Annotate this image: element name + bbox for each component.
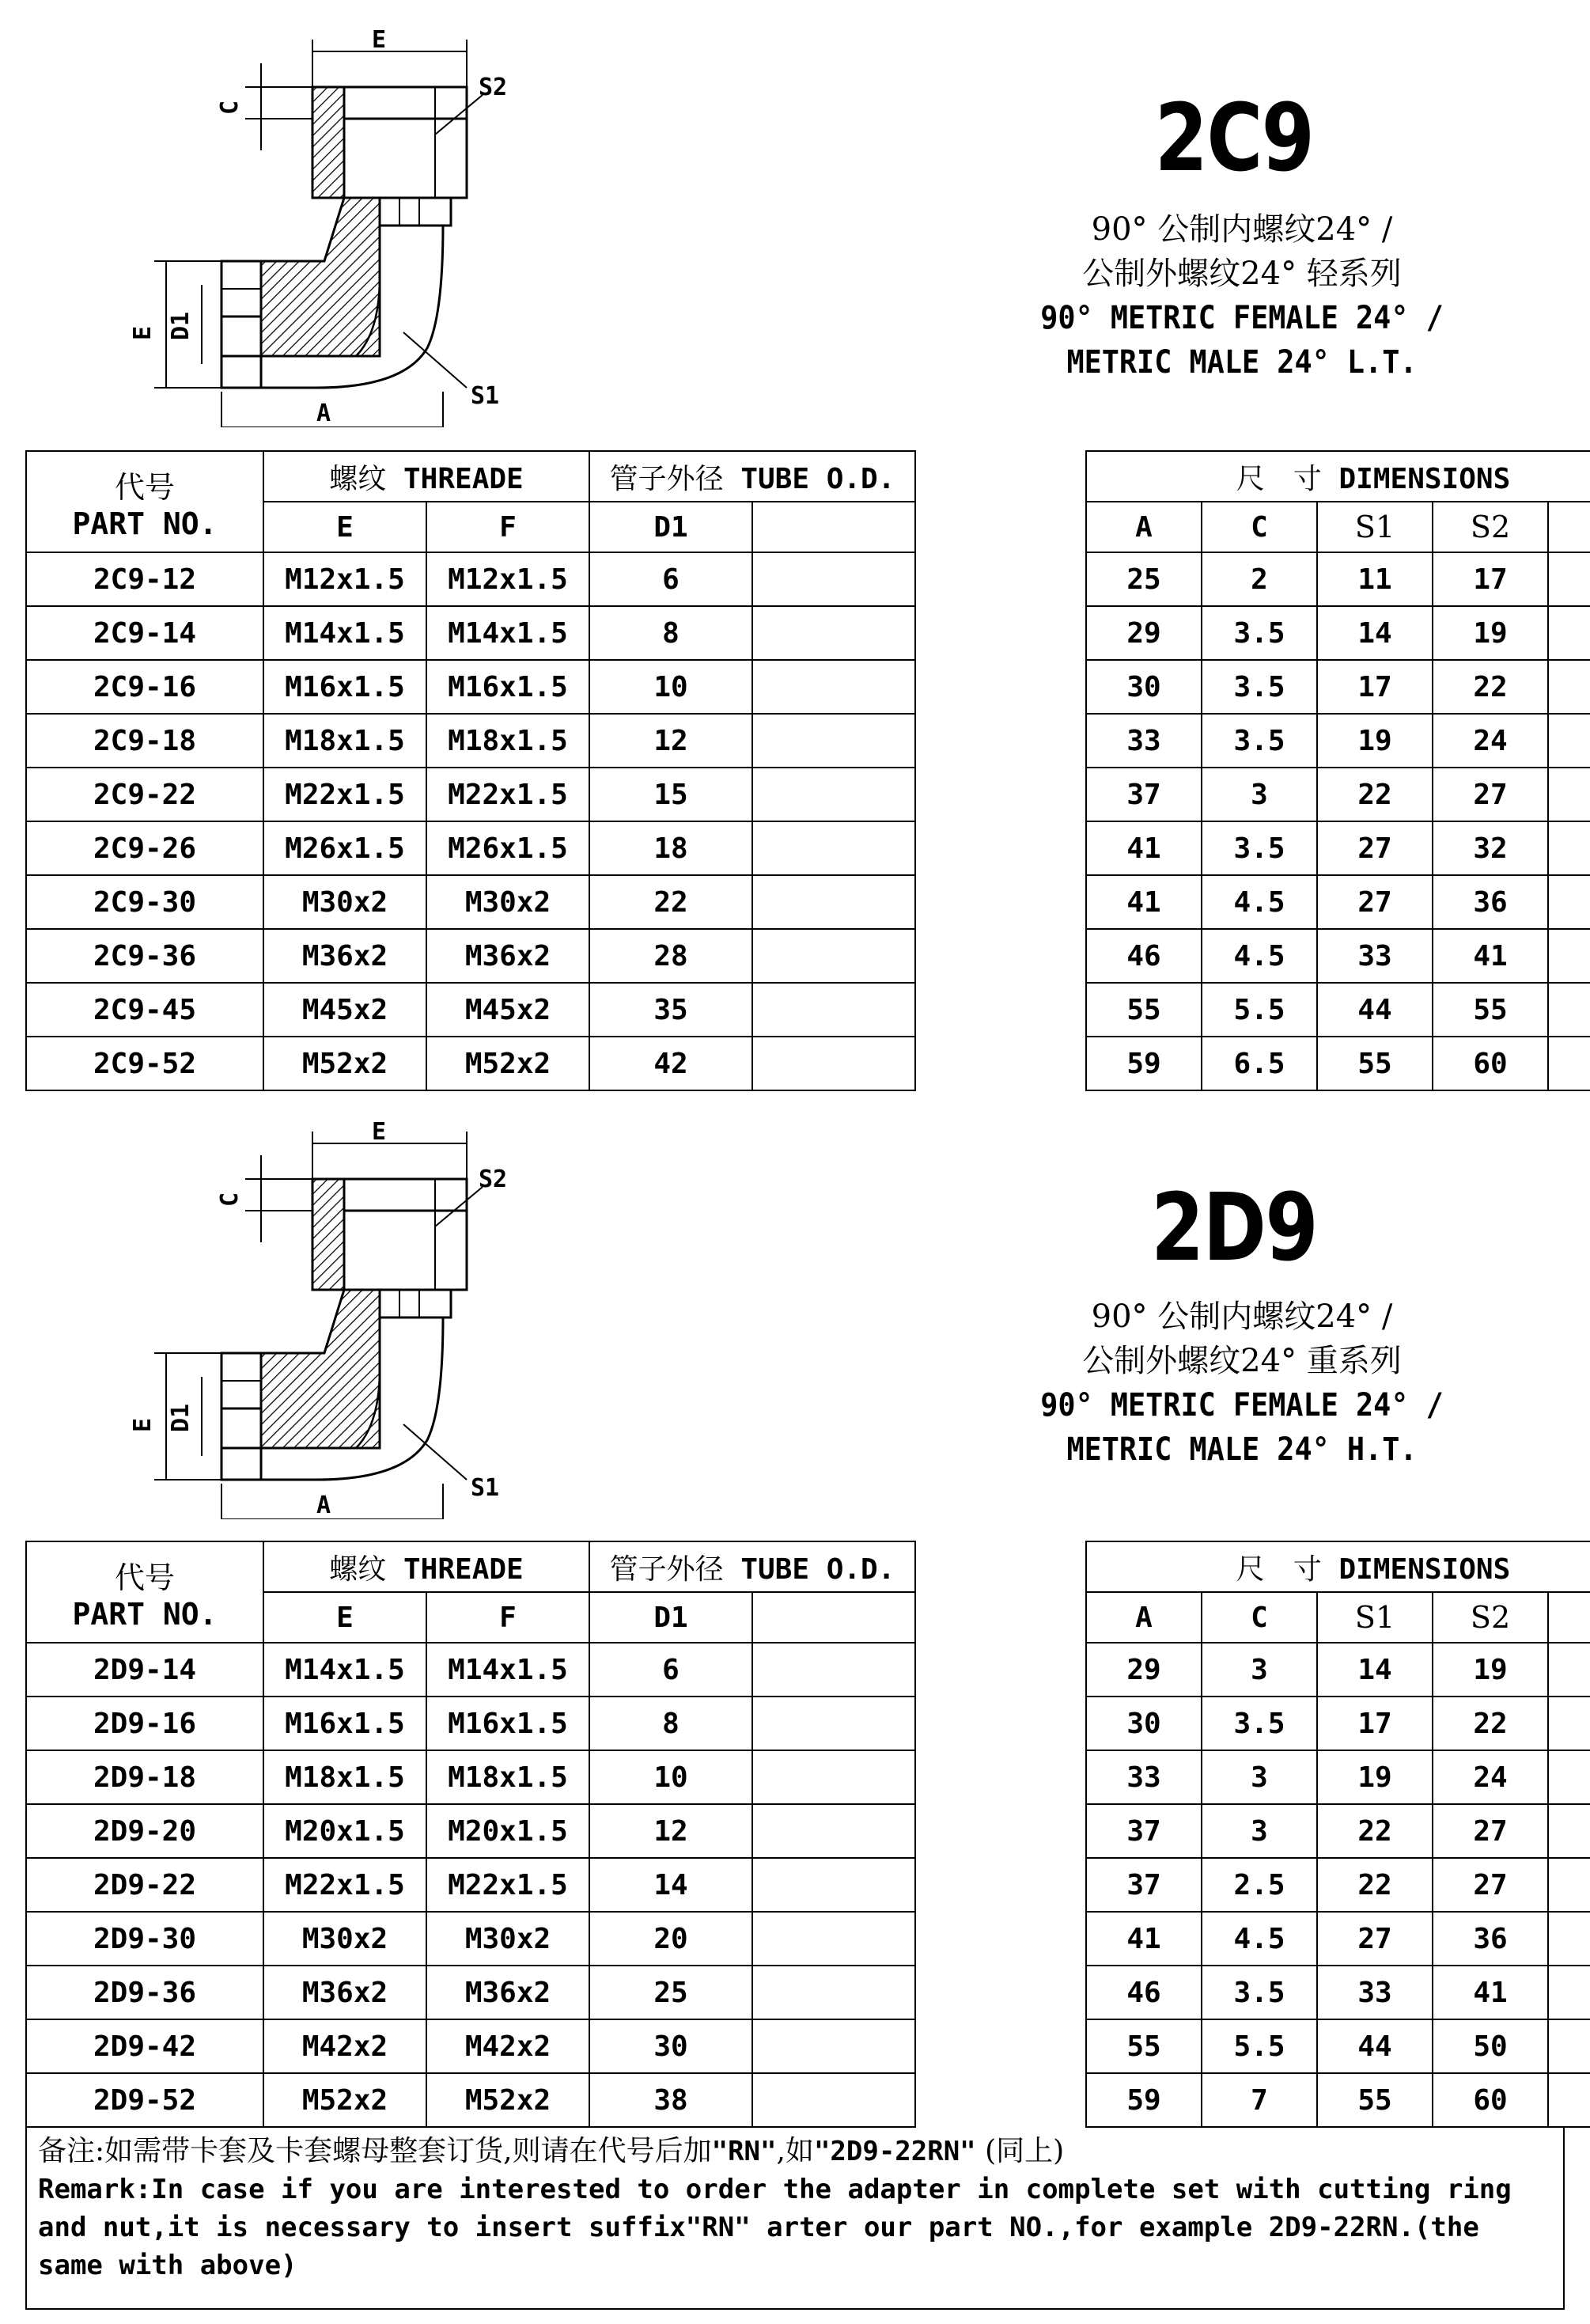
blank-cell xyxy=(1548,768,1590,821)
thread-e: M14x1.5 xyxy=(263,1643,426,1697)
part-no: 2C9-45 xyxy=(26,983,263,1037)
header-part-no xyxy=(26,451,263,552)
dim-a: 30 xyxy=(1086,660,1202,714)
desc-cn-line2: 公制外螺纹24° 重系列 xyxy=(1082,1343,1402,1379)
tube-d1: 8 xyxy=(589,1697,752,1750)
dim-s2: 27 xyxy=(1433,768,1548,821)
col-header-blank xyxy=(752,502,915,552)
col-header-e: E xyxy=(263,1592,426,1643)
dim-s2: 55 xyxy=(1433,983,1548,1037)
drawing xyxy=(119,1108,562,1519)
remark-cn-tail: (同上) xyxy=(975,2135,1065,2167)
dim-s1: 27 xyxy=(1317,821,1433,875)
tube-d1: 30 xyxy=(589,2019,752,2073)
col-header-f: F xyxy=(426,502,589,552)
spec-table-2d9 xyxy=(25,1541,1590,2128)
part-no: 2D9-14 xyxy=(26,1643,263,1697)
dim-s1: 44 xyxy=(1317,2019,1433,2073)
desc-en-line1: 90° METRIC FEMALE 24° / xyxy=(1040,1387,1444,1424)
thread-e: M14x1.5 xyxy=(263,606,426,660)
blank-cell xyxy=(1548,983,1590,1037)
thread-f: M36x2 xyxy=(426,1966,589,2019)
dim-s1: 19 xyxy=(1317,714,1433,768)
tube-d1: 15 xyxy=(589,768,752,821)
table-row xyxy=(26,1858,1590,1912)
col-header-blank xyxy=(1548,1592,1590,1643)
dim-a: 30 xyxy=(1086,1697,1202,1750)
tube-d1: 6 xyxy=(589,552,752,606)
dim-s2: 32 xyxy=(1433,821,1548,875)
header-dimensions xyxy=(1086,1541,1590,1592)
dim-s1: 55 xyxy=(1317,1037,1433,1090)
dim-a: 37 xyxy=(1086,1858,1202,1912)
part-no: 2D9-22 xyxy=(26,1858,263,1912)
thread-e: M26x1.5 xyxy=(263,821,426,875)
thread-f: M14x1.5 xyxy=(426,606,589,660)
fitting-drawing xyxy=(119,1108,562,1519)
dim-c: 7 xyxy=(1202,2073,1317,2127)
dim-s1: 33 xyxy=(1317,1966,1433,2019)
blank-cell xyxy=(752,1037,915,1090)
dim-a: 46 xyxy=(1086,1966,1202,2019)
dim-a: 29 xyxy=(1086,1643,1202,1697)
thread-f: M22x1.5 xyxy=(426,768,589,821)
remark-cn-example: "2D9-22RN" xyxy=(813,2136,976,2167)
dim-c: 4.5 xyxy=(1202,1912,1317,1966)
col-header-e: E xyxy=(263,502,426,552)
dim-a: 41 xyxy=(1086,875,1202,929)
dim-c: 3 xyxy=(1202,1750,1317,1804)
table-row xyxy=(26,2019,1590,2073)
tube-d1: 38 xyxy=(589,2073,752,2127)
tube-d1: 12 xyxy=(589,1804,752,1858)
desc-cn-line2: 公制外螺纹24° 轻系列 xyxy=(1082,256,1402,292)
dim-a: 33 xyxy=(1086,1750,1202,1804)
table-row xyxy=(26,714,1590,768)
thread-f: M52x2 xyxy=(426,2073,589,2127)
blank-cell xyxy=(1548,1804,1590,1858)
dim-s1: 33 xyxy=(1317,929,1433,983)
blank-cell xyxy=(1548,1966,1590,2019)
dim-s2: 24 xyxy=(1433,1750,1548,1804)
header-tube-cn: 管子外径 xyxy=(609,462,724,495)
table-row xyxy=(26,1804,1590,1858)
header-dimensions-en: DIMENSIONS xyxy=(1338,1552,1511,1586)
dim-c: 2.5 xyxy=(1202,1858,1317,1912)
drawing-label-c: C xyxy=(216,1192,244,1207)
thread-f: M18x1.5 xyxy=(426,714,589,768)
drawing-label-e-side: E xyxy=(129,1417,157,1432)
tube-d1: 10 xyxy=(589,660,752,714)
header-part-no-en: PART NO. xyxy=(72,1596,218,1632)
blank-cell xyxy=(752,1750,915,1804)
dim-s1: 14 xyxy=(1317,606,1433,660)
blank-cell xyxy=(1548,606,1590,660)
blank-cell xyxy=(1548,2073,1590,2127)
table-row xyxy=(26,875,1590,929)
table-row xyxy=(26,983,1590,1037)
col-header-s1: S1 xyxy=(1317,502,1433,552)
dim-a: 59 xyxy=(1086,2073,1202,2127)
dim-s1: 11 xyxy=(1317,552,1433,606)
thread-f: M18x1.5 xyxy=(426,1750,589,1804)
blank-cell xyxy=(1548,821,1590,875)
blank-cell xyxy=(752,768,915,821)
header-thread-en: THREADE xyxy=(403,1552,524,1586)
part-no: 2C9-14 xyxy=(26,606,263,660)
col-header-a: A xyxy=(1086,502,1202,552)
col-header-blank xyxy=(752,1592,915,1643)
dim-s1: 22 xyxy=(1317,768,1433,821)
col-header-s2: S2 xyxy=(1433,1592,1548,1643)
header-thread-cn: 螺纹 xyxy=(329,1552,387,1586)
drawing-label-a: A xyxy=(316,1492,331,1519)
header-part-no-en: PART NO. xyxy=(72,506,218,541)
dim-a: 25 xyxy=(1086,552,1202,606)
remark-box xyxy=(25,2126,1565,2310)
part-no: 2D9-52 xyxy=(26,2073,263,2127)
tube-d1: 18 xyxy=(589,821,752,875)
thread-f: M20x1.5 xyxy=(426,1804,589,1858)
header-thread xyxy=(263,1541,589,1592)
dim-c: 3 xyxy=(1202,1804,1317,1858)
blank-cell xyxy=(1548,1037,1590,1090)
part-no: 2C9-26 xyxy=(26,821,263,875)
remark-cn-rn: "RN" xyxy=(711,2136,777,2167)
header-tube-cn: 管子外径 xyxy=(609,1552,724,1586)
part-no: 2C9-22 xyxy=(26,768,263,821)
col-header-blank xyxy=(1548,502,1590,552)
desc-en-line2: METRIC MALE 24° L.T. xyxy=(1066,344,1418,381)
table-row xyxy=(26,1912,1590,1966)
blank-cell xyxy=(752,606,915,660)
part-no: 2D9-30 xyxy=(26,1912,263,1966)
blank-cell xyxy=(752,1804,915,1858)
dim-s2: 24 xyxy=(1433,714,1548,768)
blank-cell xyxy=(752,2019,915,2073)
table-row xyxy=(26,929,1590,983)
dim-c: 3.5 xyxy=(1202,714,1317,768)
spec-table-2c9 xyxy=(25,450,1590,1091)
thread-f: M16x1.5 xyxy=(426,1697,589,1750)
table-row xyxy=(26,1037,1590,1090)
dim-s2: 36 xyxy=(1433,1912,1548,1966)
header-tube-en: TUBE O.D. xyxy=(740,1552,895,1586)
dim-a: 37 xyxy=(1086,768,1202,821)
part-no: 2C9-30 xyxy=(26,875,263,929)
dim-s1: 55 xyxy=(1317,2073,1433,2127)
dim-a: 33 xyxy=(1086,714,1202,768)
thread-e: M36x2 xyxy=(263,929,426,983)
desc-cn-line1: 90° 公制内螺纹24° / xyxy=(1091,211,1393,248)
tube-d1: 14 xyxy=(589,1858,752,1912)
thread-f: M30x2 xyxy=(426,1912,589,1966)
header-part-no xyxy=(26,1541,263,1643)
tube-d1: 42 xyxy=(589,1037,752,1090)
blank-cell xyxy=(1548,1858,1590,1912)
thread-e: M16x1.5 xyxy=(263,1697,426,1750)
thread-e: M22x1.5 xyxy=(263,1858,426,1912)
dim-c: 3.5 xyxy=(1202,660,1317,714)
blank-cell xyxy=(752,2073,915,2127)
col-header-s2: S2 xyxy=(1433,502,1548,552)
dim-a: 59 xyxy=(1086,1037,1202,1090)
blank-cell xyxy=(1548,929,1590,983)
dim-c: 6.5 xyxy=(1202,1037,1317,1090)
header-tube xyxy=(589,451,915,502)
part-no: 2D9-16 xyxy=(26,1697,263,1750)
blank-cell xyxy=(1548,714,1590,768)
thread-e: M52x2 xyxy=(263,1037,426,1090)
dim-a: 41 xyxy=(1086,821,1202,875)
dim-c: 5.5 xyxy=(1202,2019,1317,2073)
desc-en-line2: METRIC MALE 24° H.T. xyxy=(1066,1431,1418,1468)
part-no: 2C9-12 xyxy=(26,552,263,606)
blank-cell xyxy=(752,821,915,875)
dim-s1: 14 xyxy=(1317,1643,1433,1697)
col-header-a: A xyxy=(1086,1592,1202,1643)
thread-f: M30x2 xyxy=(426,875,589,929)
thread-e: M30x2 xyxy=(263,1912,426,1966)
dim-a: 41 xyxy=(1086,1912,1202,1966)
dim-a: 37 xyxy=(1086,1804,1202,1858)
drawing-label-s1: S1 xyxy=(471,382,500,410)
col-header-c: C xyxy=(1202,1592,1317,1643)
thread-f: M42x2 xyxy=(426,2019,589,2073)
tube-d1: 25 xyxy=(589,1966,752,2019)
thread-f: M12x1.5 xyxy=(426,552,589,606)
blank-cell xyxy=(1548,1643,1590,1697)
model-description xyxy=(965,207,1519,385)
tube-d1: 6 xyxy=(589,1643,752,1697)
thread-f: M36x2 xyxy=(426,929,589,983)
fitting-drawing xyxy=(119,16,562,427)
dim-s1: 17 xyxy=(1317,1697,1433,1750)
remark-cn-text: 如需带卡套及卡套螺母整套订货,则请在代号后加 xyxy=(104,2135,712,2167)
col-header-d1: D1 xyxy=(589,1592,752,1643)
col-header-s1: S1 xyxy=(1317,1592,1433,1643)
blank-cell xyxy=(752,1966,915,2019)
drawing-label-s2: S2 xyxy=(479,1166,508,1193)
thread-f: M22x1.5 xyxy=(426,1858,589,1912)
blank-cell xyxy=(752,1697,915,1750)
thread-e: M18x1.5 xyxy=(263,1750,426,1804)
thread-f: M16x1.5 xyxy=(426,660,589,714)
blank-cell xyxy=(752,1912,915,1966)
drawing-label-s1: S1 xyxy=(471,1474,500,1502)
header-dimensions-cn: 尺 寸 xyxy=(1236,1552,1322,1586)
blank-cell xyxy=(752,929,915,983)
header-tube xyxy=(589,1541,915,1592)
part-no: 2D9-36 xyxy=(26,1966,263,2019)
remark-cn-mid: ,如 xyxy=(776,2135,814,2167)
dim-s1: 17 xyxy=(1317,660,1433,714)
drawing-label-c: C xyxy=(216,100,244,115)
dim-a: 46 xyxy=(1086,929,1202,983)
model-code: 2D9 xyxy=(1150,1173,1318,1282)
header-gap xyxy=(915,451,1086,1090)
remark-en-text: Remark:In case if you are interested to order the adapter in complete set with cutting ring and nut,it is necessary to insert suffix"RN" arter our part NO.,for example 2D9-22RN.(the same with above) xyxy=(38,2174,1512,2281)
dim-s1: 44 xyxy=(1317,983,1433,1037)
dim-c: 4.5 xyxy=(1202,875,1317,929)
dim-a: 29 xyxy=(1086,606,1202,660)
remark-cn-label: 备注: xyxy=(38,2135,105,2167)
thread-e: M18x1.5 xyxy=(263,714,426,768)
dim-s1: 27 xyxy=(1317,1912,1433,1966)
dim-s2: 27 xyxy=(1433,1804,1548,1858)
dim-s2: 27 xyxy=(1433,1858,1548,1912)
header-thread xyxy=(263,451,589,502)
part-no: 2C9-16 xyxy=(26,660,263,714)
thread-e: M12x1.5 xyxy=(263,552,426,606)
dim-c: 3 xyxy=(1202,1643,1317,1697)
col-header-d1: D1 xyxy=(589,502,752,552)
dim-s1: 27 xyxy=(1317,875,1433,929)
table-row xyxy=(26,1643,1590,1697)
dim-c: 3.5 xyxy=(1202,1966,1317,2019)
header-thread-en: THREADE xyxy=(403,462,524,495)
drawing-label-s2: S2 xyxy=(479,74,508,101)
blank-cell xyxy=(1548,552,1590,606)
table-row xyxy=(26,606,1590,660)
dim-s2: 60 xyxy=(1433,2073,1548,2127)
model-description xyxy=(965,1295,1519,1472)
blank-cell xyxy=(1548,1912,1590,1966)
thread-e: M16x1.5 xyxy=(263,660,426,714)
table-row xyxy=(26,660,1590,714)
blank-cell xyxy=(752,552,915,606)
dim-s2: 41 xyxy=(1433,1966,1548,2019)
part-no: 2C9-18 xyxy=(26,714,263,768)
blank-cell xyxy=(752,875,915,929)
blank-cell xyxy=(752,1858,915,1912)
dim-c: 3.5 xyxy=(1202,821,1317,875)
blank-cell xyxy=(1548,2019,1590,2073)
part-no: 2C9-36 xyxy=(26,929,263,983)
table-row xyxy=(26,552,1590,606)
tube-d1: 22 xyxy=(589,875,752,929)
drawing-label-e-side: E xyxy=(129,325,157,340)
thread-e: M42x2 xyxy=(263,2019,426,2073)
dim-s2: 60 xyxy=(1433,1037,1548,1090)
dim-s2: 41 xyxy=(1433,929,1548,983)
thread-f: M52x2 xyxy=(426,1037,589,1090)
thread-e: M22x1.5 xyxy=(263,768,426,821)
dim-s2: 17 xyxy=(1433,552,1548,606)
drawing xyxy=(119,16,562,427)
dim-s2: 22 xyxy=(1433,1697,1548,1750)
blank-cell xyxy=(752,714,915,768)
table-row xyxy=(26,2073,1590,2127)
thread-f: M26x1.5 xyxy=(426,821,589,875)
desc-cn-line1: 90° 公制内螺纹24° / xyxy=(1091,1298,1393,1335)
table-row xyxy=(26,768,1590,821)
blank-cell xyxy=(752,1643,915,1697)
part-no: 2D9-18 xyxy=(26,1750,263,1804)
col-header-f: F xyxy=(426,1592,589,1643)
tube-d1: 35 xyxy=(589,983,752,1037)
drawing-label-e: E xyxy=(372,26,387,54)
part-no: 2C9-52 xyxy=(26,1037,263,1090)
thread-f: M14x1.5 xyxy=(426,1643,589,1697)
blank-cell xyxy=(752,983,915,1037)
blank-cell xyxy=(1548,875,1590,929)
header-dimensions xyxy=(1086,451,1590,502)
dim-c: 3.5 xyxy=(1202,606,1317,660)
header-part-no-cn: 代号 xyxy=(114,469,175,505)
dim-s2: 36 xyxy=(1433,875,1548,929)
dim-a: 55 xyxy=(1086,983,1202,1037)
dim-a: 55 xyxy=(1086,2019,1202,2073)
drawing-label-d1: D1 xyxy=(167,311,195,340)
dim-s2: 22 xyxy=(1433,660,1548,714)
model-code: 2C9 xyxy=(1154,83,1314,192)
tube-d1: 20 xyxy=(589,1912,752,1966)
thread-e: M20x1.5 xyxy=(263,1804,426,1858)
thread-e: M30x2 xyxy=(263,875,426,929)
header-dimensions-en: DIMENSIONS xyxy=(1338,462,1511,495)
header-dimensions-cn: 尺 寸 xyxy=(1236,462,1322,495)
dim-s2: 19 xyxy=(1433,606,1548,660)
tube-d1: 28 xyxy=(589,929,752,983)
dim-c: 2 xyxy=(1202,552,1317,606)
dim-c: 4.5 xyxy=(1202,929,1317,983)
blank-cell xyxy=(752,660,915,714)
dim-s2: 50 xyxy=(1433,2019,1548,2073)
blank-cell xyxy=(1548,1697,1590,1750)
drawing-label-a: A xyxy=(316,400,331,427)
dim-s1: 22 xyxy=(1317,1858,1433,1912)
thread-e: M45x2 xyxy=(263,983,426,1037)
part-no: 2D9-20 xyxy=(26,1804,263,1858)
thread-f: M45x2 xyxy=(426,983,589,1037)
dim-c: 3.5 xyxy=(1202,1697,1317,1750)
header-part-no-cn: 代号 xyxy=(114,1560,175,1595)
tube-d1: 10 xyxy=(589,1750,752,1804)
col-header-c: C xyxy=(1202,502,1317,552)
table-row xyxy=(26,1750,1590,1804)
dim-s1: 19 xyxy=(1317,1750,1433,1804)
tube-d1: 8 xyxy=(589,606,752,660)
header-thread-cn: 螺纹 xyxy=(329,462,387,495)
drawing-label-d1: D1 xyxy=(167,1403,195,1432)
table-row xyxy=(26,1697,1590,1750)
part-no: 2D9-42 xyxy=(26,2019,263,2073)
dim-c: 5.5 xyxy=(1202,983,1317,1037)
tube-d1: 12 xyxy=(589,714,752,768)
table-row xyxy=(26,821,1590,875)
thread-e: M36x2 xyxy=(263,1966,426,2019)
dim-c: 3 xyxy=(1202,768,1317,821)
blank-cell xyxy=(1548,660,1590,714)
thread-e: M52x2 xyxy=(263,2073,426,2127)
blank-cell xyxy=(1548,1750,1590,1804)
header-tube-en: TUBE O.D. xyxy=(740,462,895,495)
table-row xyxy=(26,1966,1590,2019)
desc-en-line1: 90° METRIC FEMALE 24° / xyxy=(1040,300,1444,336)
header-gap xyxy=(915,1541,1086,2127)
dim-s2: 19 xyxy=(1433,1643,1548,1697)
drawing-label-e: E xyxy=(372,1118,387,1146)
dim-s1: 22 xyxy=(1317,1804,1433,1858)
